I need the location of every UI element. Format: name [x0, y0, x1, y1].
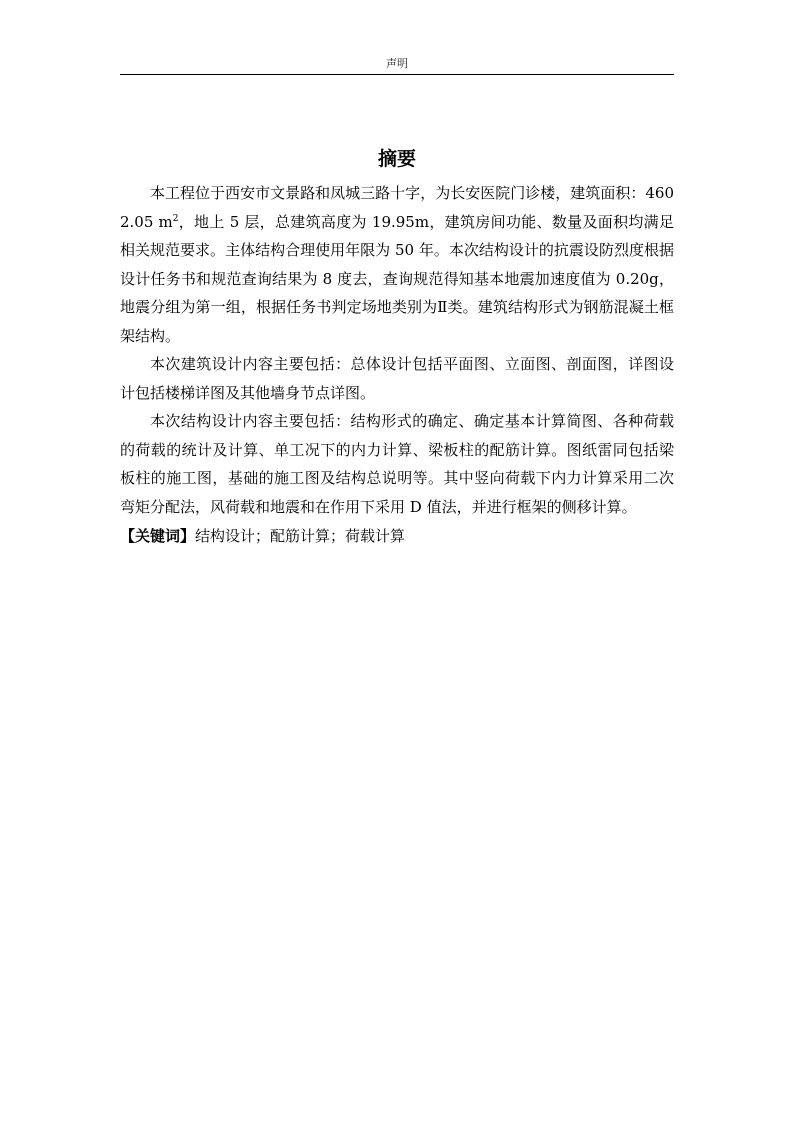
- abstract-title: 摘要: [377, 148, 416, 170]
- keywords-label: 【关键词】: [120, 527, 196, 545]
- paragraph-1-text-b: ，地上 5 层，总建筑高度为 19.95m，建筑房间功能、数量及面积均满足相关规范要求。主体结构合理使用年限为 50 年。本次结构设计的抗震设防烈度根据设计任务书和规范查询结果为 8 度去，查询规范得知基本地震加速度值为 0.20g，地震分组为第一组，根据任务书判定场地类别为Ⅱ类。建筑结构形式为钢筋混凝土框架结构。: [120, 212, 674, 345]
- abstract-paragraph-2: 本次建筑设计内容主要包括：总体设计包括平面图、立面图、剖面图，详图设计包括楼梯详图及其他墙身节点详图。: [120, 355, 674, 402]
- keywords-list: 结构设计；配筋计算；荷载计算: [195, 527, 406, 545]
- paragraph-1-text-a: 本工程位于西安市文景路和凤城三路十字，为长安医院门诊楼，建筑面积：4602.05 m: [120, 184, 674, 231]
- area-unit-superscript: 2: [172, 213, 179, 224]
- page-header: [120, 56, 674, 75]
- abstract-paragraph-3: 本次结构设计内容主要包括：结构形式的确定、确定基本计算简图、各种荷载的荷载的统计及计算、单工况下的内力计算、梁板柱的配筋计算。图纸雷同包括梁板柱的施工图，基础的施工图及结构总说明等。其中竖向荷载下内力计算采用二次弯矩分配法，风荷载和地震和在作用下采用 D 值法，并进行框架的侧移计算。: [120, 412, 674, 516]
- keywords-line: [120, 523, 674, 549]
- abstract-paragraph-1: [120, 179, 674, 350]
- running-title: 声明: [386, 57, 408, 70]
- abstract-body: [120, 179, 674, 549]
